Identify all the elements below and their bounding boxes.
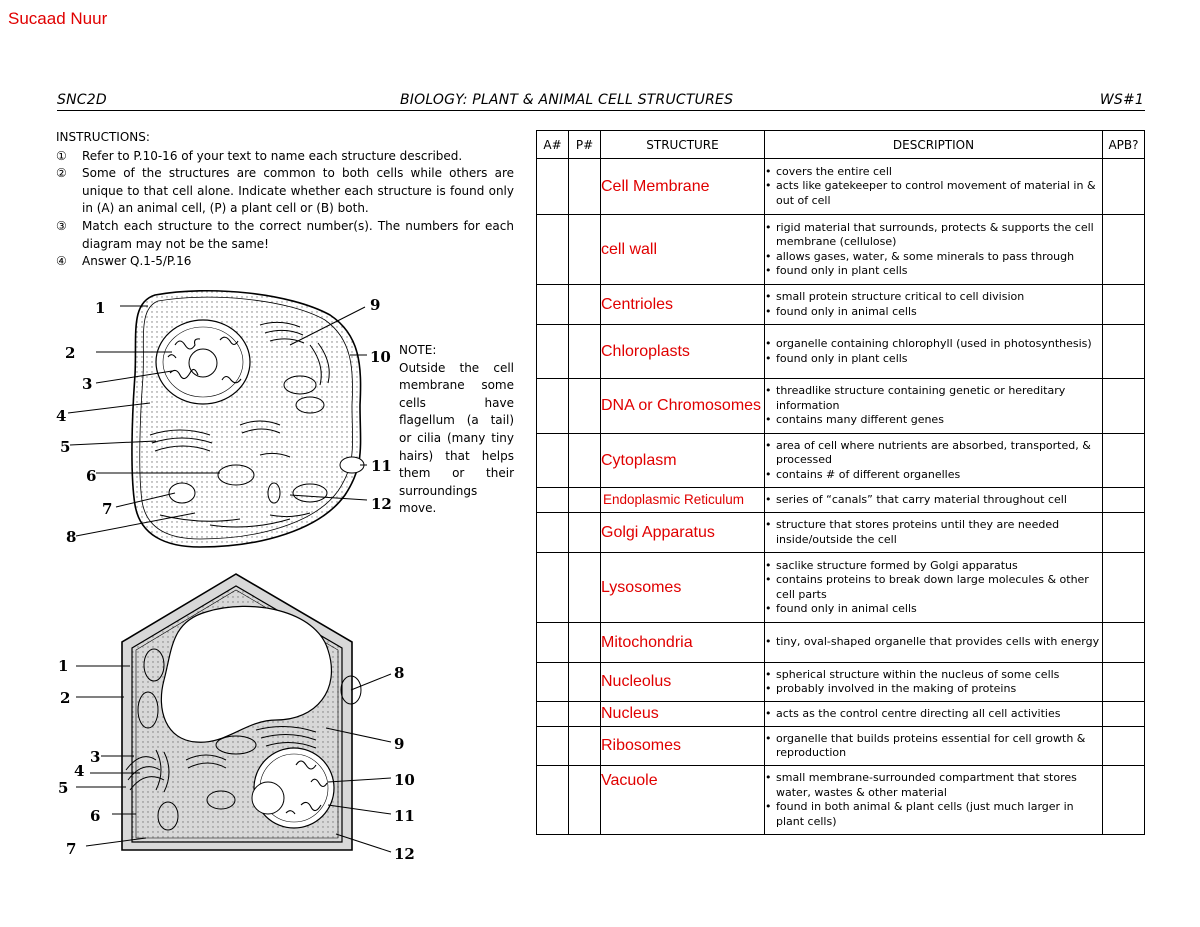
description: • small protein structure critical to cell division • found only in animal cells — [765, 285, 1103, 325]
animal-label: 10 — [370, 348, 391, 366]
structure-name: Cell Membrane — [601, 159, 765, 215]
p-number-cell[interactable] — [569, 727, 601, 766]
animal-cell-diagram — [56, 285, 400, 560]
header-rule — [57, 110, 1145, 111]
p-number-cell[interactable] — [569, 766, 601, 835]
apb-cell[interactable] — [1103, 663, 1145, 702]
table-row — [537, 434, 1145, 488]
structure-name: Mitochondria — [601, 623, 765, 663]
note-text: Outside the cell membrane some cells have flagellum (a tail) or cilia (many tiny hairs) that helps them or their surroundings move. — [399, 360, 514, 516]
table-row — [537, 553, 1145, 623]
apb-cell[interactable] — [1103, 702, 1145, 727]
p-number-cell[interactable] — [569, 663, 601, 702]
structure-name: Nucleus — [601, 702, 765, 727]
structure-name: Lysosomes — [601, 553, 765, 623]
structure-name: Nucleolus — [601, 663, 765, 702]
table-row — [537, 159, 1145, 215]
plant-label: 11 — [394, 807, 415, 825]
cell-structures-table — [536, 130, 1145, 835]
table-row — [537, 488, 1145, 513]
a-number-cell[interactable] — [537, 325, 569, 379]
description: • covers the entire cell • acts like gatekeeper to control movement of material in & out of cell — [765, 159, 1103, 215]
a-number-cell[interactable] — [537, 379, 569, 434]
animal-label: 2 — [65, 344, 76, 362]
table-row — [537, 702, 1145, 727]
a-number-cell[interactable] — [537, 215, 569, 285]
note — [399, 342, 514, 518]
structure-name: Centrioles — [601, 285, 765, 325]
instruction-item: ④ Answer Q.1-5/P.16 — [56, 254, 192, 269]
structure-name: Vacuole — [601, 766, 765, 835]
table-row — [537, 215, 1145, 285]
apb-cell[interactable] — [1103, 513, 1145, 553]
animal-label: 5 — [60, 438, 71, 456]
col-header-a: A# — [537, 131, 569, 159]
plant-label: 6 — [90, 807, 101, 825]
description: • series of “canals” that carry material throughout cell — [765, 488, 1103, 513]
plant-label: 2 — [60, 689, 71, 707]
animal-label: 9 — [370, 296, 381, 314]
p-number-cell[interactable] — [569, 623, 601, 663]
table-row — [537, 623, 1145, 663]
p-number-cell[interactable] — [569, 553, 601, 623]
animal-label: 7 — [102, 500, 113, 518]
plant-label: 1 — [58, 657, 69, 675]
col-header-structure: STRUCTURE — [601, 131, 765, 159]
table-header-row — [537, 131, 1145, 159]
a-number-cell[interactable] — [537, 727, 569, 766]
worksheet-title: BIOLOGY: PLANT & ANIMAL CELL STRUCTURES — [400, 92, 734, 108]
p-number-cell[interactable] — [569, 285, 601, 325]
description: • tiny, oval-shaped organelle that provides cells with energy — [765, 623, 1103, 663]
apb-cell[interactable] — [1103, 488, 1145, 513]
structure-name: Endoplasmic Reticulum — [601, 488, 765, 513]
apb-cell[interactable] — [1103, 159, 1145, 215]
structure-name: Cytoplasm — [601, 434, 765, 488]
plant-label: 10 — [394, 771, 415, 789]
plant-label: 3 — [90, 748, 101, 766]
description: • structure that stores proteins until they are needed inside/outside the cell — [765, 513, 1103, 553]
a-number-cell[interactable] — [537, 434, 569, 488]
table-row — [537, 513, 1145, 553]
structure-name: cell wall — [601, 215, 765, 285]
animal-label: 11 — [371, 457, 392, 475]
table-row — [537, 325, 1145, 379]
animal-label: 6 — [86, 467, 97, 485]
plant-label: 12 — [394, 845, 415, 863]
animal-label: 3 — [82, 375, 93, 393]
a-number-cell[interactable] — [537, 702, 569, 727]
instructions — [56, 129, 514, 271]
p-number-cell[interactable] — [569, 702, 601, 727]
author-name: Sucaad Nuur — [8, 9, 108, 28]
note-title: NOTE: — [399, 343, 437, 357]
description: • acts as the control centre directing all cell activities — [765, 702, 1103, 727]
description: • organelle containing chlorophyll (used in photosynthesis) • found only in plant cells — [765, 325, 1103, 379]
table-row — [537, 766, 1145, 835]
instruction-item: ③ Match each structure to the correct number(s). The numbers for each diagram may not be the same! — [56, 218, 514, 251]
description: • area of cell where nutrients are absorbed, transported, & processed • contains # of different organelles — [765, 434, 1103, 488]
col-header-apb: APB? — [1103, 131, 1145, 159]
plant-cell-diagram — [56, 570, 416, 870]
apb-cell[interactable] — [1103, 379, 1145, 434]
animal-label: 4 — [56, 407, 67, 425]
a-number-cell[interactable] — [537, 513, 569, 553]
plant-label: 8 — [394, 664, 405, 682]
apb-cell[interactable] — [1103, 727, 1145, 766]
apb-cell[interactable] — [1103, 434, 1145, 488]
apb-cell[interactable] — [1103, 553, 1145, 623]
description: • small membrane-surrounded compartment that stores water, wastes & other material • found in both animal & plant cells (just much larger in plant cells) — [765, 766, 1103, 835]
table-row — [537, 727, 1145, 766]
course-code: SNC2D — [57, 92, 107, 108]
a-number-cell[interactable] — [537, 623, 569, 663]
plant-label: 5 — [58, 779, 69, 797]
animal-label: 8 — [66, 528, 77, 546]
a-number-cell[interactable] — [537, 159, 569, 215]
description: • organelle that builds proteins essential for cell growth & reproduction — [765, 727, 1103, 766]
apb-cell[interactable] — [1103, 623, 1145, 663]
a-number-cell[interactable] — [537, 285, 569, 325]
plant-label: 9 — [394, 735, 405, 753]
a-number-cell[interactable] — [537, 766, 569, 835]
a-number-cell[interactable] — [537, 663, 569, 702]
a-number-cell[interactable] — [537, 488, 569, 513]
p-number-cell[interactable] — [569, 434, 601, 488]
apb-cell[interactable] — [1103, 766, 1145, 835]
p-number-cell[interactable] — [569, 513, 601, 553]
structure-name: DNA or Chromosomes — [601, 379, 765, 434]
animal-label: 1 — [95, 299, 106, 317]
p-number-cell[interactable] — [569, 488, 601, 513]
instruction-item: ② Some of the structures are common to both cells while others are unique to that cell alone. Indicate whether each structure is found only in (A) an animal cell, (P) a plant cell or (B) both. — [56, 166, 514, 216]
description: • spherical structure within the nucleus of some cells • probably involved in the making of proteins — [765, 663, 1103, 702]
a-number-cell[interactable] — [537, 553, 569, 623]
animal-label: 12 — [371, 495, 392, 513]
p-number-cell[interactable] — [569, 325, 601, 379]
p-number-cell[interactable] — [569, 215, 601, 285]
col-header-description: DESCRIPTION — [765, 131, 1103, 159]
instructions-title: INSTRUCTIONS: — [56, 130, 150, 144]
table-row — [537, 285, 1145, 325]
apb-cell[interactable] — [1103, 215, 1145, 285]
apb-cell[interactable] — [1103, 325, 1145, 379]
table-row — [537, 379, 1145, 434]
plant-label: 4 — [74, 762, 85, 780]
structure-name: Golgi Apparatus — [601, 513, 765, 553]
description: • saclike structure formed by Golgi apparatus • contains proteins to break down large molecules & other cell parts • found only in animal cells — [765, 553, 1103, 623]
instruction-item: ① Refer to P.10-16 of your text to name each structure described. — [56, 148, 463, 163]
description: • threadlike structure containing genetic or hereditary information • contains many different genes — [765, 379, 1103, 434]
p-number-cell[interactable] — [569, 159, 601, 215]
plant-label: 7 — [66, 840, 77, 858]
structure-name: Ribosomes — [601, 727, 765, 766]
description: • rigid material that surrounds, protects & supports the cell membrane (cellulose) • allows gases, water, & some minerals to pass through • found only in plant cells — [765, 215, 1103, 285]
col-header-p: P# — [569, 131, 601, 159]
table-row — [537, 663, 1145, 702]
apb-cell[interactable] — [1103, 285, 1145, 325]
structure-name: Chloroplasts — [601, 325, 765, 379]
p-number-cell[interactable] — [569, 379, 601, 434]
worksheet-number: WS#1 — [1099, 92, 1144, 108]
